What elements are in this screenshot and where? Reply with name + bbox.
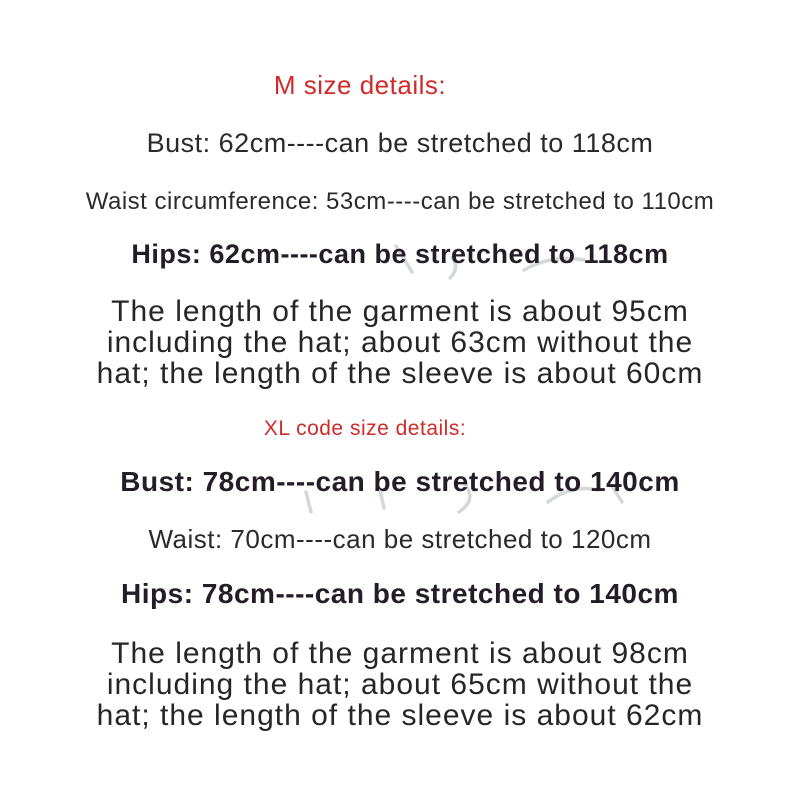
m-waist-line: Waist circumference: 53cm----can be stretched to 110cm [85,188,715,215]
m-bust-line: Bust: 62cm----can be stretched to 118cm [146,128,654,158]
xl-length-note [0,638,800,731]
xl-bust-line: Bust: 78cm----can be stretched to 140cm [120,466,680,497]
m-length-note [0,296,800,389]
m-length-note-line-3: hat; the length of the sleeve is about 60cm [96,357,704,390]
m-length-note-line-1: The length of the garment is about 95cm [111,295,689,328]
xl-length-note-line-1: The length of the garment is about 98cm [111,637,689,670]
xl-hips-line: Hips: 78cm----can be stretched to 140cm [121,578,679,609]
xl-length-note-line-2: including the hat; about 65cm without the [106,668,694,701]
m-size-heading: M size details: [273,70,447,100]
xl-length-note-line-3: hat; the length of the sleeve is about 62cm [96,699,704,732]
xl-size-heading: XL code size details: [263,417,467,440]
m-length-note-line-2: including the hat; about 63cm without the [106,326,694,359]
m-hips-line: Hips: 62cm----can be stretched to 118cm [131,239,669,269]
xl-waist-line: Waist: 70cm----can be stretched to 120cm [148,524,652,554]
